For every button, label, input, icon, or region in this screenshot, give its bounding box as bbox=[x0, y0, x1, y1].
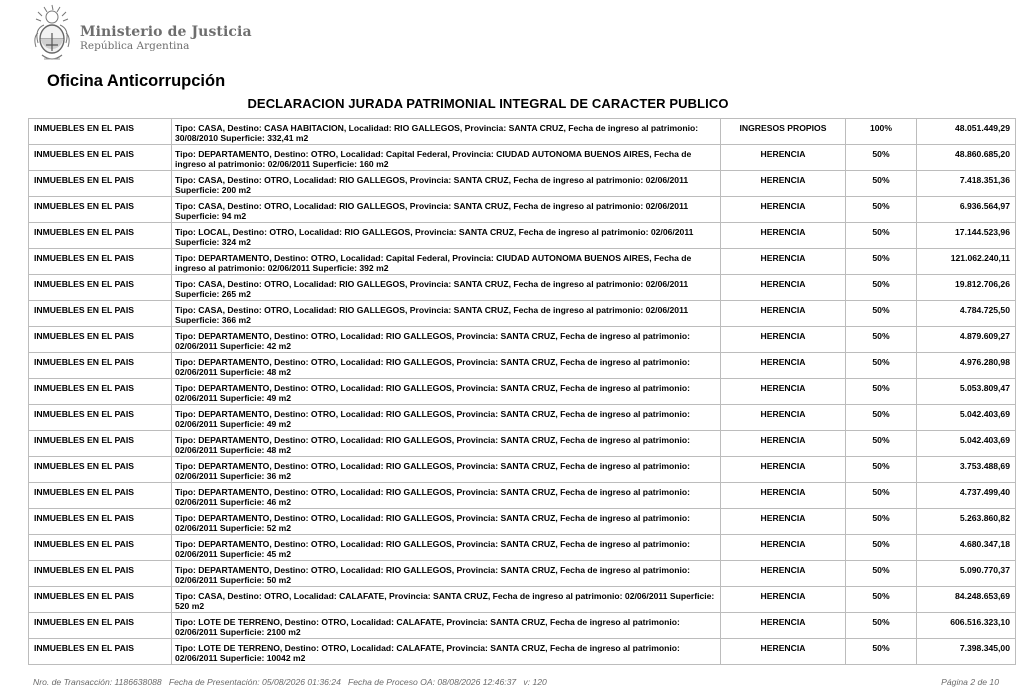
transaction-number: Nro. de Transacción: 1186638088 bbox=[33, 677, 162, 687]
cell-percentage: 50% bbox=[846, 483, 917, 509]
cell-origin: HERENCIA bbox=[721, 405, 846, 431]
cell-value: 4.680.347,18 bbox=[917, 535, 1016, 561]
cell-origin: HERENCIA bbox=[721, 171, 846, 197]
cell-value: 17.144.523,96 bbox=[917, 223, 1016, 249]
cell-rubro: INMUEBLES EN EL PAIS bbox=[29, 145, 172, 171]
document-title: DECLARACION JURADA PATRIMONIAL INTEGRAL DE CARACTER PUBLICO bbox=[247, 96, 729, 111]
cell-value: 5.053.809,47 bbox=[917, 379, 1016, 405]
cell-origin: INGRESOS PROPIOS bbox=[721, 119, 846, 145]
cell-rubro: INMUEBLES EN EL PAIS bbox=[29, 613, 172, 639]
cell-rubro: INMUEBLES EN EL PAIS bbox=[29, 587, 172, 613]
page-header bbox=[0, 0, 1024, 95]
cell-description: Tipo: DEPARTAMENTO, Destino: OTRO, Localidad: Capital Federal, Provincia: CIUDAD AUTONOMA BUENOS AIRES, Fecha de ingreso al patrimonio: 02/06/2011 Superficie: 160 m2 bbox=[172, 145, 721, 171]
cell-description: Tipo: CASA, Destino: OTRO, Localidad: RIO GALLEGOS, Provincia: SANTA CRUZ, Fecha de ingreso al patrimonio: 02/06/2011 Superficie: 94 m2 bbox=[172, 197, 721, 223]
table-row bbox=[29, 535, 1016, 561]
cell-rubro: INMUEBLES EN EL PAIS bbox=[29, 119, 172, 145]
cell-description: Tipo: CASA, Destino: OTRO, Localidad: RIO GALLEGOS, Provincia: SANTA CRUZ, Fecha de ingreso al patrimonio: 02/06/2011 Superficie: 200 m2 bbox=[172, 171, 721, 197]
cell-percentage: 50% bbox=[846, 301, 917, 327]
office-title: Oficina Anticorrupción bbox=[47, 72, 226, 90]
cell-rubro: INMUEBLES EN EL PAIS bbox=[29, 483, 172, 509]
cell-description: Tipo: DEPARTAMENTO, Destino: OTRO, Localidad: Capital Federal, Provincia: CIUDAD AUTONOMA BUENOS AIRES, Fecha de ingreso al patrimonio: 02/06/2011 Superficie: 392 m2 bbox=[172, 249, 721, 275]
cell-rubro: INMUEBLES EN EL PAIS bbox=[29, 327, 172, 353]
cell-origin: HERENCIA bbox=[721, 327, 846, 353]
assets-table bbox=[28, 118, 1016, 665]
cell-percentage: 50% bbox=[846, 197, 917, 223]
cell-rubro: INMUEBLES EN EL PAIS bbox=[29, 223, 172, 249]
cell-percentage: 50% bbox=[846, 327, 917, 353]
cell-percentage: 50% bbox=[846, 587, 917, 613]
cell-rubro: INMUEBLES EN EL PAIS bbox=[29, 457, 172, 483]
ministry-name: Ministerio de Justicia bbox=[80, 24, 252, 40]
ministry-block bbox=[80, 24, 252, 53]
cell-rubro: INMUEBLES EN EL PAIS bbox=[29, 639, 172, 665]
cell-origin: HERENCIA bbox=[721, 249, 846, 275]
cell-value: 4.737.499,40 bbox=[917, 483, 1016, 509]
table-row bbox=[29, 145, 1016, 171]
cell-percentage: 50% bbox=[846, 613, 917, 639]
cell-value: 4.784.725,50 bbox=[917, 301, 1016, 327]
cell-percentage: 50% bbox=[846, 171, 917, 197]
cell-origin: HERENCIA bbox=[721, 483, 846, 509]
cell-percentage: 50% bbox=[846, 457, 917, 483]
cell-description: Tipo: LOTE DE TERRENO, Destino: OTRO, Localidad: CALAFATE, Provincia: SANTA CRUZ, Fecha de ingreso al patrimonio: 02/06/2011 Superficie: 10042 m2 bbox=[172, 639, 721, 665]
table-row bbox=[29, 249, 1016, 275]
presentation-date: Fecha de Presentación: 05/08/2026 01:36:24 bbox=[168, 677, 341, 687]
cell-rubro: INMUEBLES EN EL PAIS bbox=[29, 301, 172, 327]
table-row bbox=[29, 509, 1016, 535]
cell-origin: HERENCIA bbox=[721, 431, 846, 457]
cell-percentage: 50% bbox=[846, 145, 917, 171]
table-row bbox=[29, 223, 1016, 249]
cell-value: 84.248.653,69 bbox=[917, 587, 1016, 613]
cell-description: Tipo: DEPARTAMENTO, Destino: OTRO, Localidad: RIO GALLEGOS, Provincia: SANTA CRUZ, Fecha de ingreso al patrimonio: 02/06/2011 Superficie: 45 m2 bbox=[172, 535, 721, 561]
footer-meta bbox=[33, 677, 547, 687]
cell-value: 48.860.685,20 bbox=[917, 145, 1016, 171]
table-row bbox=[29, 379, 1016, 405]
cell-description: Tipo: DEPARTAMENTO, Destino: OTRO, Localidad: RIO GALLEGOS, Provincia: SANTA CRUZ, Fecha de ingreso al patrimonio: 02/06/2011 Superficie: 36 m2 bbox=[172, 457, 721, 483]
table-row bbox=[29, 301, 1016, 327]
cell-percentage: 50% bbox=[846, 353, 917, 379]
cell-origin: HERENCIA bbox=[721, 379, 846, 405]
cell-value: 5.263.860,82 bbox=[917, 509, 1016, 535]
cell-value: 7.398.345,00 bbox=[917, 639, 1016, 665]
cell-percentage: 100% bbox=[846, 119, 917, 145]
table-row bbox=[29, 431, 1016, 457]
cell-value: 5.042.403,69 bbox=[917, 431, 1016, 457]
cell-origin: HERENCIA bbox=[721, 639, 846, 665]
cell-origin: HERENCIA bbox=[721, 301, 846, 327]
cell-description: Tipo: DEPARTAMENTO, Destino: OTRO, Localidad: RIO GALLEGOS, Provincia: SANTA CRUZ, Fecha de ingreso al patrimonio: 02/06/2011 Superficie: 49 m2 bbox=[172, 379, 721, 405]
cell-description: Tipo: DEPARTAMENTO, Destino: OTRO, Localidad: RIO GALLEGOS, Provincia: SANTA CRUZ, Fecha de ingreso al patrimonio: 02/06/2011 Superficie: 49 m2 bbox=[172, 405, 721, 431]
cell-value: 7.418.351,36 bbox=[917, 171, 1016, 197]
cell-description: Tipo: CASA, Destino: OTRO, Localidad: RIO GALLEGOS, Provincia: SANTA CRUZ, Fecha de ingreso al patrimonio: 02/06/2011 Superficie: 265 m2 bbox=[172, 275, 721, 301]
cell-percentage: 50% bbox=[846, 405, 917, 431]
cell-value: 4.879.609,27 bbox=[917, 327, 1016, 353]
assets-table-body bbox=[29, 119, 1016, 665]
cell-origin: HERENCIA bbox=[721, 561, 846, 587]
cell-rubro: INMUEBLES EN EL PAIS bbox=[29, 431, 172, 457]
table-row bbox=[29, 353, 1016, 379]
cell-origin: HERENCIA bbox=[721, 275, 846, 301]
cell-origin: HERENCIA bbox=[721, 535, 846, 561]
cell-value: 5.090.770,37 bbox=[917, 561, 1016, 587]
cell-rubro: INMUEBLES EN EL PAIS bbox=[29, 275, 172, 301]
country-name: República Argentina bbox=[80, 40, 190, 52]
table-row bbox=[29, 561, 1016, 587]
cell-value: 19.812.706,26 bbox=[917, 275, 1016, 301]
coat-of-arms-icon bbox=[30, 3, 74, 65]
cell-percentage: 50% bbox=[846, 561, 917, 587]
cell-value: 3.753.488,69 bbox=[917, 457, 1016, 483]
cell-value: 48.051.449,29 bbox=[917, 119, 1016, 145]
cell-description: Tipo: DEPARTAMENTO, Destino: OTRO, Localidad: RIO GALLEGOS, Provincia: SANTA CRUZ, Fecha de ingreso al patrimonio: 02/06/2011 Superficie: 48 m2 bbox=[172, 353, 721, 379]
cell-description: Tipo: CASA, Destino: OTRO, Localidad: RIO GALLEGOS, Provincia: SANTA CRUZ, Fecha de ingreso al patrimonio: 02/06/2011 Superficie: 366 m2 bbox=[172, 301, 721, 327]
table-row bbox=[29, 587, 1016, 613]
cell-rubro: INMUEBLES EN EL PAIS bbox=[29, 197, 172, 223]
cell-origin: HERENCIA bbox=[721, 587, 846, 613]
cell-value: 606.516.323,10 bbox=[917, 613, 1016, 639]
process-date: Fecha de Proceso OA: 08/08/2026 12:46:37 bbox=[348, 677, 517, 687]
cell-origin: HERENCIA bbox=[721, 223, 846, 249]
cell-rubro: INMUEBLES EN EL PAIS bbox=[29, 509, 172, 535]
page-number: Página 2 de 10 bbox=[941, 677, 999, 687]
table-row bbox=[29, 457, 1016, 483]
cell-description: Tipo: DEPARTAMENTO, Destino: OTRO, Localidad: RIO GALLEGOS, Provincia: SANTA CRUZ, Fecha de ingreso al patrimonio: 02/06/2011 Superficie: 50 m2 bbox=[172, 561, 721, 587]
cell-origin: HERENCIA bbox=[721, 509, 846, 535]
cell-origin: HERENCIA bbox=[721, 145, 846, 171]
cell-rubro: INMUEBLES EN EL PAIS bbox=[29, 249, 172, 275]
table-row bbox=[29, 171, 1016, 197]
cell-rubro: INMUEBLES EN EL PAIS bbox=[29, 171, 172, 197]
cell-description: Tipo: DEPARTAMENTO, Destino: OTRO, Localidad: RIO GALLEGOS, Provincia: SANTA CRUZ, Fecha de ingreso al patrimonio: 02/06/2011 Superficie: 48 m2 bbox=[172, 431, 721, 457]
cell-percentage: 50% bbox=[846, 431, 917, 457]
cell-rubro: INMUEBLES EN EL PAIS bbox=[29, 405, 172, 431]
cell-origin: HERENCIA bbox=[721, 353, 846, 379]
cell-value: 121.062.240,11 bbox=[917, 249, 1016, 275]
cell-origin: HERENCIA bbox=[721, 613, 846, 639]
cell-description: Tipo: DEPARTAMENTO, Destino: OTRO, Localidad: RIO GALLEGOS, Provincia: SANTA CRUZ, Fecha de ingreso al patrimonio: 02/06/2011 Superficie: 42 m2 bbox=[172, 327, 721, 353]
cell-value: 5.042.403,69 bbox=[917, 405, 1016, 431]
cell-description: Tipo: DEPARTAMENTO, Destino: OTRO, Localidad: RIO GALLEGOS, Provincia: SANTA CRUZ, Fecha de ingreso al patrimonio: 02/06/2011 Superficie: 52 m2 bbox=[172, 509, 721, 535]
table-row bbox=[29, 613, 1016, 639]
table-row bbox=[29, 483, 1016, 509]
cell-percentage: 50% bbox=[846, 379, 917, 405]
cell-description: Tipo: LOTE DE TERRENO, Destino: OTRO, Localidad: CALAFATE, Provincia: SANTA CRUZ, Fecha de ingreso al patrimonio: 02/06/2011 Superficie: 2100 m2 bbox=[172, 613, 721, 639]
cell-rubro: INMUEBLES EN EL PAIS bbox=[29, 561, 172, 587]
cell-origin: HERENCIA bbox=[721, 457, 846, 483]
cell-rubro: INMUEBLES EN EL PAIS bbox=[29, 353, 172, 379]
cell-origin: HERENCIA bbox=[721, 197, 846, 223]
cell-percentage: 50% bbox=[846, 249, 917, 275]
table-row bbox=[29, 119, 1016, 145]
cell-percentage: 50% bbox=[846, 223, 917, 249]
cell-description: Tipo: CASA, Destino: CASA HABITACION, Localidad: RIO GALLEGOS, Provincia: SANTA CRUZ, Fecha de ingreso al patrimonio: 30/08/2010 Superficie: 332,41 m2 bbox=[172, 119, 721, 145]
cell-percentage: 50% bbox=[846, 275, 917, 301]
cell-value: 4.976.280,98 bbox=[917, 353, 1016, 379]
cell-description: Tipo: LOCAL, Destino: OTRO, Localidad: RIO GALLEGOS, Provincia: SANTA CRUZ, Fecha de ingreso al patrimonio: 02/06/2011 Superficie: 324 m2 bbox=[172, 223, 721, 249]
table-row bbox=[29, 639, 1016, 665]
cell-percentage: 50% bbox=[846, 509, 917, 535]
cell-description: Tipo: CASA, Destino: OTRO, Localidad: CALAFATE, Provincia: SANTA CRUZ, Fecha de ingreso al patrimonio: 02/06/2011 Superficie: 520 m2 bbox=[172, 587, 721, 613]
cell-percentage: 50% bbox=[846, 639, 917, 665]
table-row bbox=[29, 197, 1016, 223]
table-row bbox=[29, 327, 1016, 353]
cell-description: Tipo: DEPARTAMENTO, Destino: OTRO, Localidad: RIO GALLEGOS, Provincia: SANTA CRUZ, Fecha de ingreso al patrimonio: 02/06/2011 Superficie: 46 m2 bbox=[172, 483, 721, 509]
table-row bbox=[29, 275, 1016, 301]
version: v: 120 bbox=[523, 677, 547, 687]
cell-rubro: INMUEBLES EN EL PAIS bbox=[29, 379, 172, 405]
cell-rubro: INMUEBLES EN EL PAIS bbox=[29, 535, 172, 561]
cell-value: 6.936.564,97 bbox=[917, 197, 1016, 223]
cell-percentage: 50% bbox=[846, 535, 917, 561]
table-row bbox=[29, 405, 1016, 431]
